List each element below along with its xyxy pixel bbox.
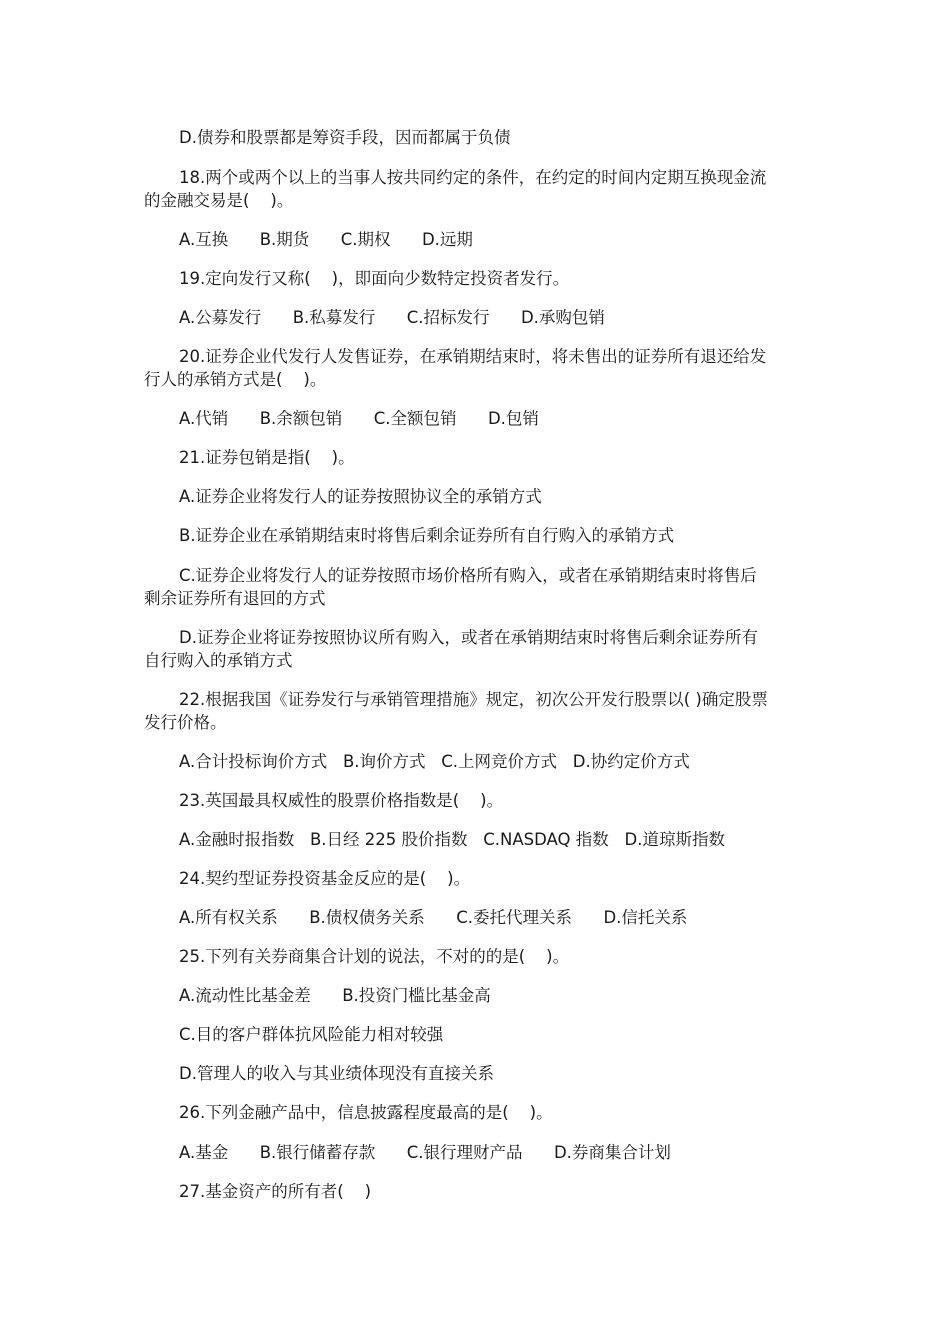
q19-stem: 19.定向发行又称( )，即面向少数特定投资者发行。	[179, 269, 570, 288]
q19-options: A.公募发行 B.私募发行 C.招标发行 D.承购包销	[179, 308, 605, 327]
q25-stem: 25.下列有关券商集合计划的说法，不对的的是( )。	[179, 947, 570, 966]
q22-stem-line1: 22.根据我国《证券发行与承销管理措施》规定，初次公开发行股票以( )确定股票	[179, 690, 768, 709]
q21-option-d-line1: D.证券企业将证券按照协议所有购入，或者在承销期结束时将售后剩余证券所有	[179, 628, 758, 647]
q21-option-d-line2: 自行购入的承销方式	[144, 651, 293, 670]
q21-option-c-line2: 剩余证券所有退回的方式	[144, 589, 326, 608]
q26-stem: 26.下列金融产品中，信息披露程度最高的是( )。	[179, 1103, 553, 1122]
q20-stem-line2: 行人的承销方式是( )。	[144, 370, 327, 389]
q25-option-d: D.管理人的收入与其业绩体现没有直接关系	[179, 1064, 494, 1083]
q25-option-c: C.目的客户群体抗风险能力相对较强	[179, 1025, 444, 1044]
q21-option-b: B.证券企业在承销期结束时将售后剩余证券所有自行购入的承销方式	[179, 526, 675, 545]
q17-option-d: D.债券和股票都是筹资手段，因而都属于负债	[179, 128, 511, 147]
q23-options: A.金融时报指数 B.日经 225 股价指数 C.NASDAQ 指数 D.道琼斯指数	[179, 830, 725, 849]
q22-options: A.合计投标询价方式 B.询价方式 C.上网竞价方式 D.协约定价方式	[179, 752, 690, 771]
q24-stem: 24.契约型证券投资基金反应的是( )。	[179, 869, 471, 888]
q18-stem-line1: 18.两个或两个以上的当事人按共同约定的条件，在约定的时间内定期互换现金流	[179, 168, 767, 187]
q25-options-ab: A.流动性比基金差 B.投资门槛比基金高	[179, 986, 491, 1005]
q22-stem-line2: 发行价格。	[144, 713, 227, 732]
q24-options: A.所有权关系 B.债权债务关系 C.委托代理关系 D.信托关系	[179, 908, 688, 927]
q18-stem-line2: 的金融交易是( )。	[144, 191, 294, 210]
q26-options: A.基金 B.银行储蓄存款 C.银行理财产品 D.券商集合计划	[179, 1143, 671, 1162]
q27-stem: 27.基金资产的所有者( )	[179, 1182, 372, 1201]
q21-stem: 21.证券包销是指( )。	[179, 448, 355, 467]
q21-option-a: A.证券企业将发行人的证券按照协议全的承销方式	[179, 487, 542, 506]
q23-stem: 23.英国最具权威性的股票价格指数是( )。	[179, 791, 504, 810]
q18-options: A.互换 B.期货 C.期权 D.远期	[179, 230, 473, 249]
q20-options: A.代销 B.余额包销 C.全额包销 D.包销	[179, 409, 539, 428]
q21-option-c-line1: C.证券企业将发行人的证券按照市场价格所有购入，或者在承销期结束时将售后	[179, 566, 757, 585]
q20-stem-line1: 20.证券企业代发行人发售证券，在承销期结束时，将未售出的证券所有退还给发	[179, 347, 767, 366]
